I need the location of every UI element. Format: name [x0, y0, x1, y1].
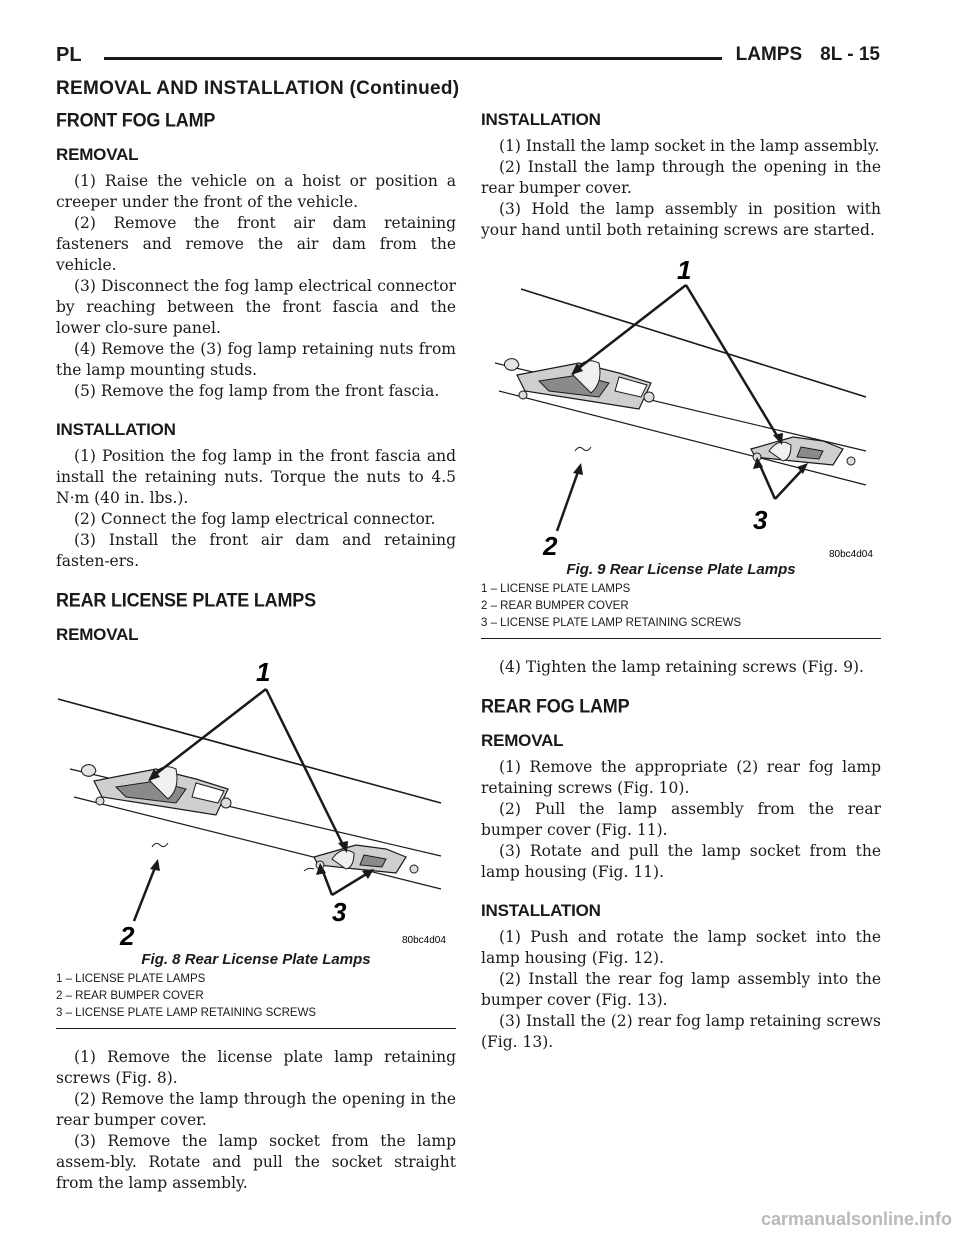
rear-fog-install-step: (3) Install the (2) rear fog lamp retaining screws (Fig. 13). [481, 1012, 881, 1051]
rear-fog-installation-title: INSTALLATION [481, 901, 601, 920]
figure-8-callout-1: 1 [256, 657, 271, 687]
figure-9-caption: Fig. 9 Rear License Plate Lamps [566, 561, 796, 578]
figure-8-caption: Fig. 8 Rear License Plate Lamps [141, 951, 371, 968]
figure-9-callout-3: 3 [753, 505, 768, 535]
figure-8-legend-item: 1 – LICENSE PLATE LAMPS [56, 973, 206, 985]
rear-fog-title: REAR FOG LAMP [481, 695, 630, 717]
front-fog-install-step: (3) Install the front air dam and retaining fasten-ers. [56, 531, 456, 570]
figure-9-legend-item: 2 – REAR BUMPER COVER [481, 600, 629, 612]
right-column [481, 110, 881, 1053]
watermark: carmanualsonline.info [760, 1209, 952, 1229]
front-fog-removal-step: (4) Remove the (3) fog lamp retaining nuts from the lamp mounting studs. [56, 340, 456, 379]
front-fog-install-step: (1) Position the fog lamp in the front fascia and install the retaining nuts. Torque the nuts to 4.5 N·m (40 in. lbs.). [56, 447, 456, 507]
rear-fog-install-step: (1) Push and rotate the lamp socket into the lamp housing (Fig. 12). [481, 928, 881, 967]
header-right [718, 44, 880, 66]
figure-9-rule [481, 638, 881, 639]
figure-8-illustration [56, 651, 456, 951]
license-removal-step: (2) Remove the lamp through the opening in the rear bumper cover. [56, 1090, 456, 1129]
front-fog-install-step: (2) Connect the fog lamp electrical connector. [74, 510, 436, 528]
figure-9-callout-1: 1 [677, 255, 692, 285]
figure-8-code: 80bc4d04 [402, 935, 446, 946]
header-section: PL [56, 44, 82, 66]
license-install-step: (4) Tighten the lamp retaining screws (Fig. 9). [499, 658, 864, 676]
figure-9-illustration [481, 241, 881, 561]
figure-9-callout-2: 2 [543, 531, 558, 561]
license-removal-step: (3) Remove the lamp socket from the lamp assem-bly. Rotate and pull the socket straight from the lamp assembly. [56, 1132, 456, 1192]
figure-8-callout-2: 2 [120, 921, 135, 951]
rear-fog-removal-step: (3) Rotate and pull the lamp socket from the lamp housing (Fig. 11). [481, 842, 881, 881]
figure-8-legend-item: 2 – REAR BUMPER COVER [56, 990, 204, 1002]
continued-heading: REMOVAL AND INSTALLATION (Continued) [56, 78, 460, 99]
front-fog-removal-step: (5) Remove the fog lamp from the front fascia. [74, 382, 440, 400]
figure-8 [56, 651, 456, 1029]
header-page-number: 8L - 15 [820, 44, 880, 65]
figure-9-legend-item: 1 – LICENSE PLATE LAMPS [481, 583, 631, 595]
license-install-step: (2) Install the lamp through the opening in the rear bumper cover. [481, 158, 881, 197]
figure-9-code: 80bc4d04 [829, 549, 873, 560]
front-fog-removal-step: (3) Disconnect the fog lamp electrical connector by reaching between the front fascia and the lower clo-sure panel. [56, 277, 456, 337]
front-fog-removal-title: REMOVAL [56, 145, 139, 164]
figure-8-legend-item: 3 – LICENSE PLATE LAMP RETAINING SCREWS [56, 1007, 317, 1019]
license-plate-title: REAR LICENSE PLATE LAMPS [56, 589, 316, 611]
rear-fog-removal-title: REMOVAL [481, 731, 564, 750]
header-chapter: LAMPS [735, 44, 803, 65]
rear-fog-removal-step: (1) Remove the appropriate (2) rear fog lamp retaining screws (Fig. 10). [481, 758, 881, 797]
figure-9-legend-item: 3 – LICENSE PLATE LAMP RETAINING SCREWS [481, 617, 742, 629]
rear-fog-install-step: (2) Install the rear fog lamp assembly into the bumper cover (Fig. 13). [481, 970, 881, 1009]
front-fog-title: FRONT FOG LAMP [56, 109, 216, 131]
header-rule [104, 57, 722, 60]
page-header [56, 44, 880, 72]
figure-9 [481, 241, 881, 639]
license-installation-title: INSTALLATION [481, 110, 601, 129]
license-plate-removal-title: REMOVAL [56, 625, 139, 644]
figure-8-rule [56, 1028, 456, 1029]
license-install-step: (3) Hold the lamp assembly in position with your hand until both retaining screws are started. [481, 200, 881, 239]
left-column [56, 110, 456, 1194]
license-install-step: (1) Install the lamp socket in the lamp assembly. [499, 137, 880, 155]
rear-fog-removal-step: (2) Pull the lamp assembly from the rear bumper cover (Fig. 11). [481, 800, 881, 839]
front-fog-removal-step: (1) Raise the vehicle on a hoist or position a creeper under the front of the vehicle. [56, 172, 456, 211]
front-fog-installation-title: INSTALLATION [56, 420, 176, 439]
front-fog-removal-step: (2) Remove the front air dam retaining fasteners and remove the air dam from the vehicle. [56, 214, 456, 274]
figure-8-callout-3: 3 [332, 897, 347, 927]
license-removal-step: (1) Remove the license plate lamp retaining screws (Fig. 8). [56, 1048, 456, 1087]
